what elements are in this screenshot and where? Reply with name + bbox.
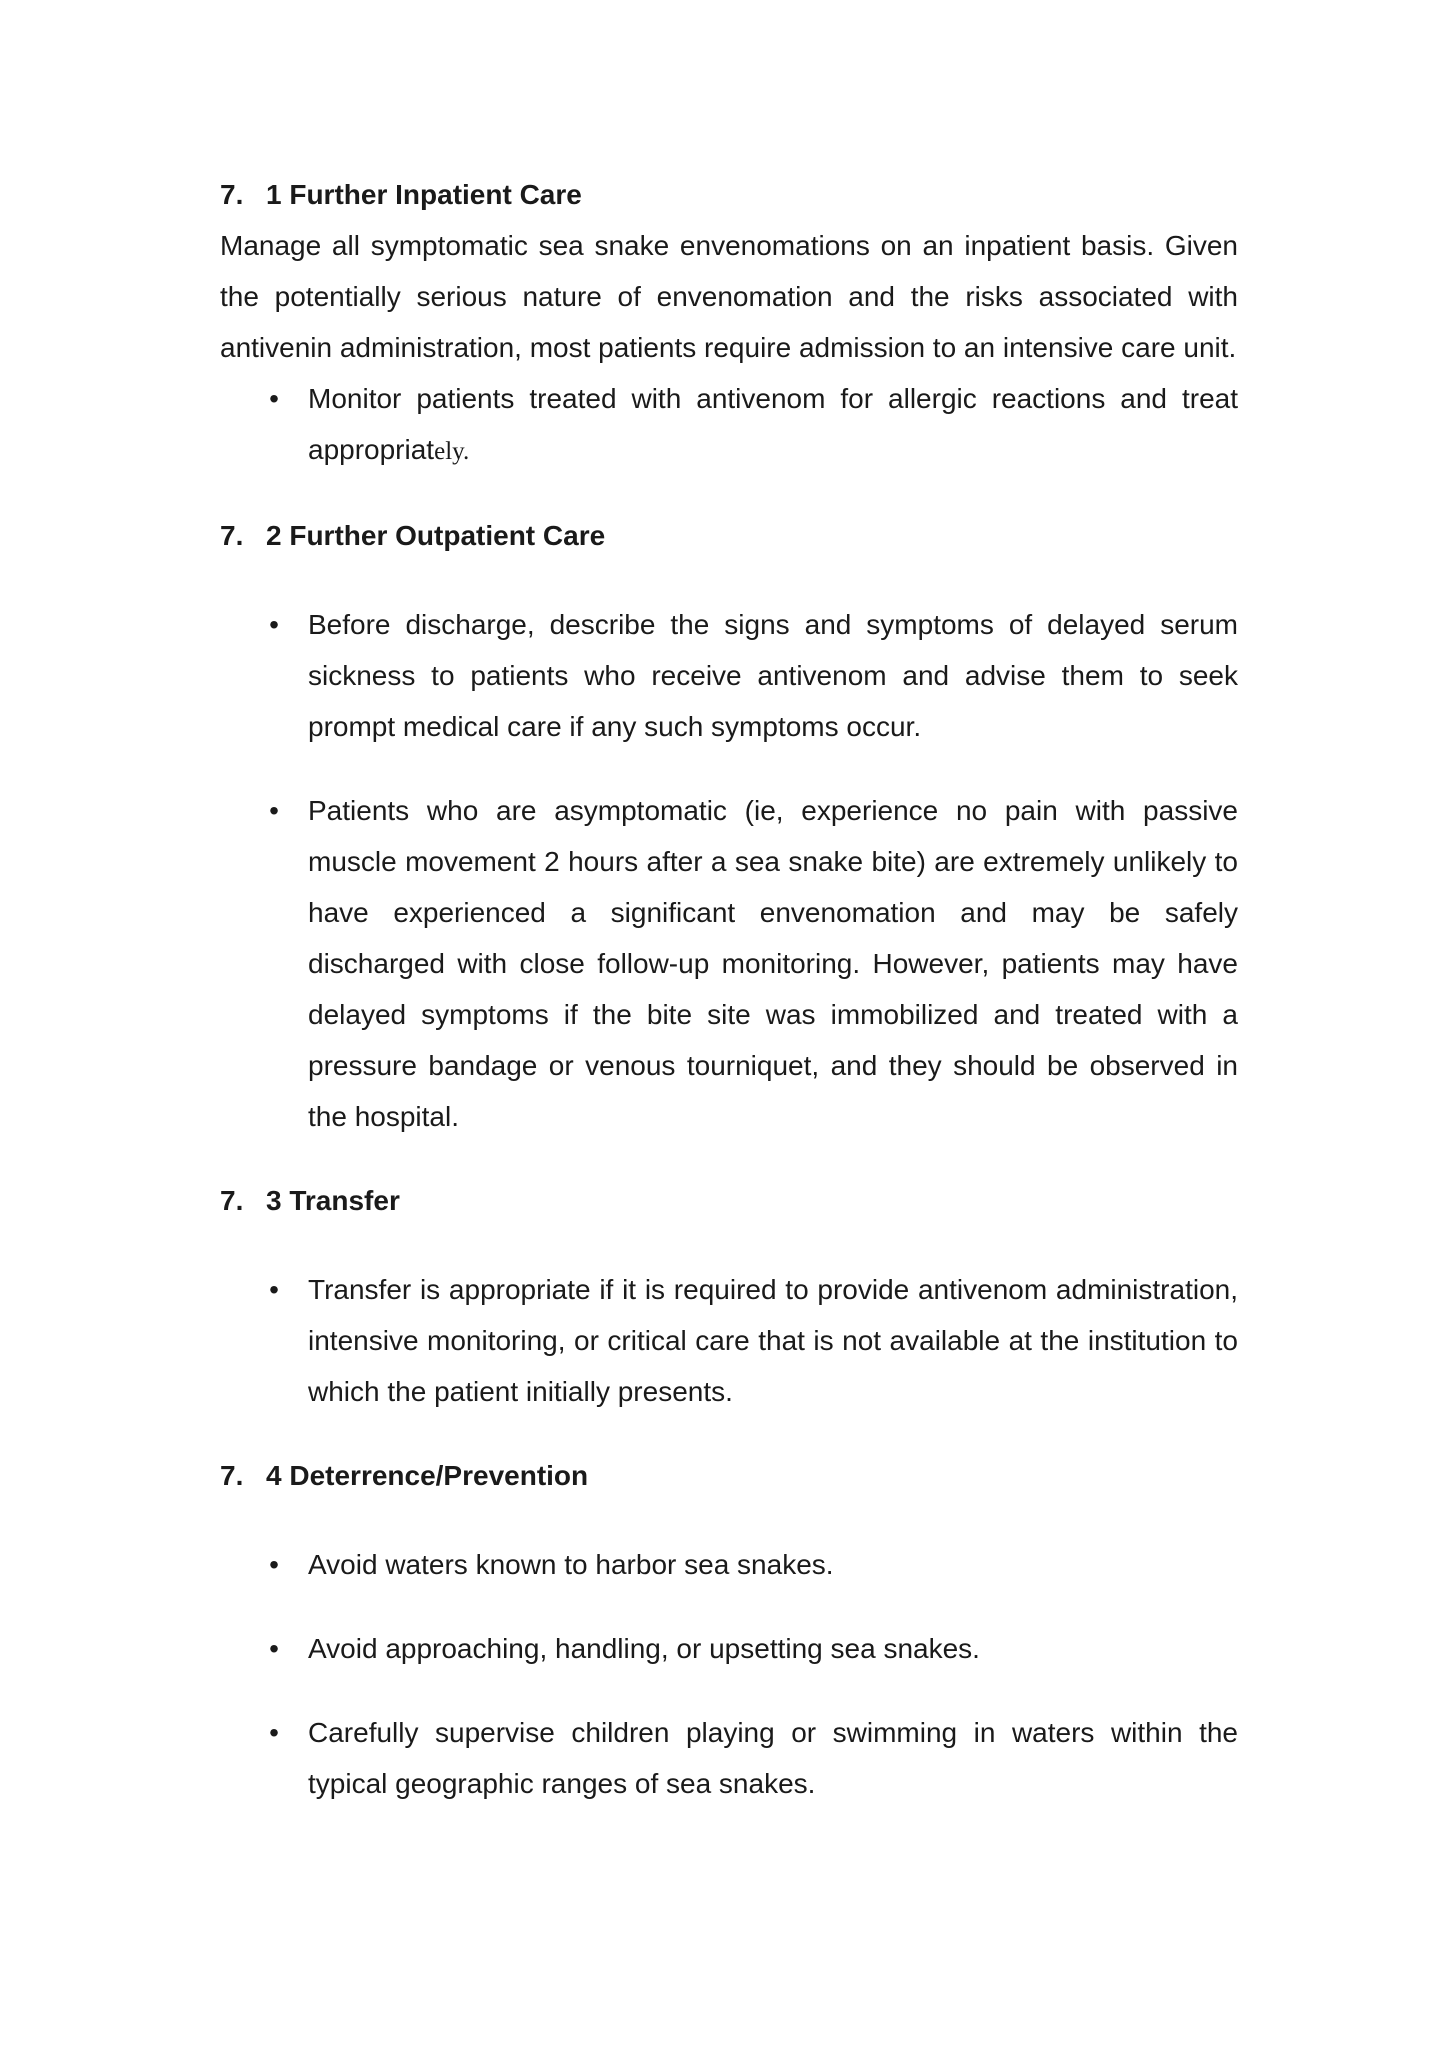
bullet-list [220,599,1238,1142]
section-outpatient-care [220,511,1238,1142]
bullet-item [220,1264,1238,1417]
section-number: 7. [220,1185,244,1216]
bullet-icon: • [269,609,279,640]
bullet-item [220,1623,1238,1674]
bullet-text: Carefully supervise children playing or swimming in waters within the typical geographic ranges of sea snakes. [308,1717,1238,1799]
section-inpatient-care [220,170,1238,477]
section-title: 3 Transfer [266,1185,400,1216]
section-number: 7. [220,179,244,210]
bullet-text: Avoid approaching, handling, or upsetting sea snakes. [308,1633,980,1664]
section-title: 4 Deterrence/Prevention [266,1460,589,1491]
section-heading [220,170,1238,220]
bullet-list [220,373,1238,477]
section-number: 7. [220,520,244,551]
bullet-text: Transfer is appropriate if it is required to provide antivenom administration, intensive monitoring, or critical care that is not available at the institution to which the patient initially presents. [308,1274,1238,1407]
section-deterrence-prevention [220,1451,1238,1809]
section-heading [220,1451,1238,1501]
bullet-text-tail: ely. [434,438,470,465]
bullet-icon: • [269,1549,279,1580]
bullet-list [220,1264,1238,1417]
bullet-icon: • [269,1633,279,1664]
bullet-item [220,599,1238,752]
bullet-icon: • [269,1274,279,1305]
bullet-icon: • [269,383,279,414]
section-transfer [220,1176,1238,1417]
bullet-item [220,373,1238,477]
bullet-text: Avoid waters known to harbor sea snakes. [308,1549,834,1580]
bullet-icon: • [269,1717,279,1748]
section-heading [220,511,1238,561]
section-number: 7. [220,1460,244,1491]
bullet-item [220,1539,1238,1590]
bullet-spacer [220,752,1238,785]
bullet-spacer [220,1590,1238,1623]
section-title: 2 Further Outpatient Care [266,520,606,551]
bullet-text: Monitor patients treated with antivenom for allergic reactions and treat appropriat [308,383,1238,465]
section-heading [220,1176,1238,1226]
bullet-text: Patients who are asymptomatic (ie, experience no pain with passive muscle movement 2 hours after a sea snake bite) are extremely unlikely to have experienced a significant envenomation and may be safely discharged with close follow-up monitoring. However, patients may have delayed symptoms if the bite site was immobilized and treated with a pressure bandage or venous tourniquet, and they should be observed in the hospital. [308,795,1238,1132]
section-paragraph: Manage all symptomatic sea snake envenomations on an inpatient basis. Given the potentially serious nature of envenomation and the risks associated with antivenin administration, most patients require admission to an intensive care unit. [220,230,1238,363]
bullet-spacer [220,1674,1238,1707]
bullet-text: Before discharge, describe the signs and symptoms of delayed serum sickness to patients who receive antivenom and advise them to seek prompt medical care if any such symptoms occur. [308,609,1238,742]
document-page [220,170,1238,1809]
bullet-list [220,1539,1238,1809]
bullet-item [220,785,1238,1142]
bullet-icon: • [269,795,279,826]
bullet-item [220,1707,1238,1809]
section-title: 1 Further Inpatient Care [266,179,582,210]
